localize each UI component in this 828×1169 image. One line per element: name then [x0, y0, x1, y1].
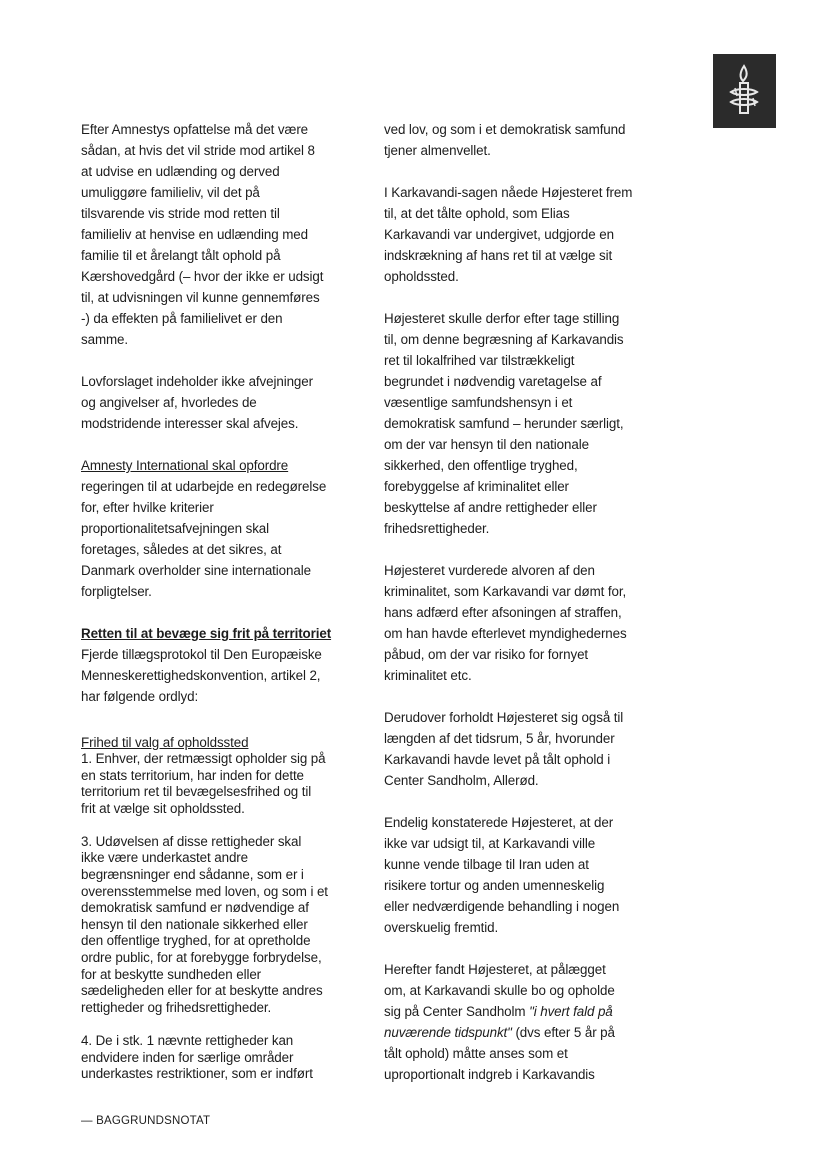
text-line: indskrækning af hans ret til at vælge sit	[384, 248, 613, 263]
text-line: væsentlige samfundshensyn i et	[384, 395, 573, 410]
section-movement	[81, 623, 343, 707]
paragraph-continuation	[384, 119, 648, 161]
text-line: Karkavandi var undergivet, udgjorde en	[384, 227, 614, 242]
text-line: familie til et årelangt tålt ophold på	[81, 248, 281, 263]
text-line: frihedsrettigheder.	[384, 521, 490, 536]
text-line: Menneskerettighedskonvention, artikel 2,	[81, 668, 321, 683]
text-line: Herefter fandt Højesteret, at pålægget	[384, 962, 606, 977]
text-line: har følgende ordlyd:	[81, 689, 199, 704]
text-line: umuliggøre familieliv, vil det på	[81, 185, 260, 200]
text-line: begrundet i nødvendig varetagelse af	[384, 374, 602, 389]
text-line: sikkerhed, den offentlige tryghed,	[384, 458, 578, 473]
text-line: 4. De i stk. 1 nævnte rettigheder kan	[81, 1032, 294, 1048]
text-line: ordre public, for at forebygge forbrydelse,	[81, 950, 322, 966]
text-line: sådan, at hvis det vil stride mod artikel 8	[81, 143, 315, 158]
text-line: risikere tortur og anden umenneskelig	[384, 878, 605, 893]
text-line: demokratisk samfund – herunder særligt,	[384, 416, 624, 431]
text-line: tålt ophold) måtte anses som et	[384, 1046, 568, 1061]
text-line: til, at udvisningen vil kunne gennemføres	[81, 290, 320, 305]
text-line: om der var hensyn til den nationale	[384, 437, 589, 452]
text-line: territorium ret til bevægelsesfrihed og til	[81, 784, 312, 800]
text-line: opholdssted.	[384, 269, 459, 284]
text-line: til, at det tålte ophold, som Elias	[384, 206, 570, 221]
text-line: for, efter hvilke kriterier	[81, 500, 214, 515]
left-column	[81, 119, 343, 1083]
text-line: Efter Amnestys opfattelse må det være	[81, 122, 309, 137]
text-line: længden af det tidsrum, 5 år, hvorunder	[384, 731, 615, 746]
quoted-article	[81, 734, 343, 1083]
italic-quote: "i hvert fald på	[529, 1004, 613, 1019]
text-line: proportionalitetsafvejningen skal	[81, 521, 270, 536]
text-line	[384, 1022, 648, 1043]
text-line: foretages, således at det sikres, at	[81, 542, 282, 557]
text-line: om, at Karkavandi skulle bo og opholde	[384, 983, 615, 998]
amnesty-logo	[713, 54, 776, 128]
text-line: -) da effekten på familielivet er den	[81, 311, 283, 326]
text-line: Danmark overholder sine internationale	[81, 563, 311, 578]
text-line: Karkavandi havde levet på tålt ophold i	[384, 752, 611, 767]
text-line: forpligtelser.	[81, 584, 152, 599]
footer-label: — BAGGRUNDSNOTAT	[81, 1115, 211, 1127]
text-line: frit at vælge sit opholdssted.	[81, 800, 245, 816]
text-line: ret til lokalfrihed var tilstrækkeligt	[384, 353, 575, 368]
text-line: hans adfærd efter afsoningen af straffen,	[384, 605, 622, 620]
text-line: Højesteret skulle derfor efter tage stilling	[384, 311, 620, 326]
italic-quote: nuværende tidspunkt"	[384, 1025, 512, 1040]
text-line: kriminalitet etc.	[384, 668, 472, 683]
section-heading: Retten til at bevæge sig frit på territoriet	[81, 626, 332, 641]
text-line: demokratisk samfund er nødvendige af	[81, 900, 309, 916]
text-line: eller nedværdigende behandling i nogen	[384, 899, 620, 914]
paragraph-art8	[81, 119, 343, 350]
text-line: om han havde efterlevet myndighedernes	[384, 626, 627, 641]
paragraph-recommendation	[81, 455, 343, 602]
text-line: for at beskytte sundheden eller	[81, 966, 262, 982]
text-line: uproportionalt indgreb i Karkavandis	[384, 1067, 595, 1082]
text-line: familieliv at henvise en udlænding med	[81, 227, 308, 242]
text-line: at udvise en udlænding og derved	[81, 164, 280, 179]
text-line: modstridende interesser skal afvejes.	[81, 416, 299, 431]
paragraph-return-risk	[384, 812, 648, 938]
paragraph-assessment	[384, 308, 648, 539]
text-line: Fjerde tillægsprotokol til Den Europæiske	[81, 647, 322, 662]
paragraph-lovforslag	[81, 371, 343, 434]
text-line: kunne vende tilbage til Iran uden at	[384, 857, 589, 872]
text-line: Derudover forholdt Højesteret sig også til	[384, 710, 624, 725]
text-span: (dvs efter 5 år på	[511, 1025, 615, 1040]
text-line: 3. Udøvelsen af disse rettigheder skal	[81, 833, 302, 849]
text-line: overskuelig fremtid.	[384, 920, 499, 935]
text-line: endvidere inden for særlige områder	[81, 1049, 294, 1065]
text-line: kriminalitet, som Karkavandi var dømt for,	[384, 584, 627, 599]
text-line: til, om denne begræsning af Karkavandis	[384, 332, 624, 347]
text-line: ikke være underkastet andre	[81, 850, 249, 866]
text-line: den offentlige tryghed, for at opretholde	[81, 933, 311, 949]
text-line: påbud, om der var risiko for fornyet	[384, 647, 589, 662]
text-span: sig på Center Sandholm	[384, 1004, 530, 1019]
text-line: underkastes restriktioner, som er indført	[81, 1066, 313, 1082]
text-line: Center Sandholm, Allerød.	[384, 773, 539, 788]
recommendation-lead: Amnesty International skal opfordre	[81, 458, 289, 473]
text-line: sædeligheden eller for at beskytte andres	[81, 983, 323, 999]
text-line: tilsvarende vis stride mod retten til	[81, 206, 280, 221]
text-line: tjener almenvellet.	[384, 143, 491, 158]
text-line: Lovforslaget indeholder ikke afvejninger	[81, 374, 313, 389]
paragraph-karkavandi-case	[384, 182, 648, 287]
text-line: I Karkavandi-sagen nåede Højesteret frem	[384, 185, 633, 200]
text-line: samme.	[81, 332, 129, 347]
text-line: Højesteret vurderede alvoren af den	[384, 563, 595, 578]
paragraph-severity	[384, 560, 648, 686]
text-line: hensyn til den nationale sikkerhed eller	[81, 916, 308, 932]
text-line: regeringen til at udarbejde en redegørelse	[81, 479, 327, 494]
paragraph-duration	[384, 707, 648, 791]
text-line: overensstemmelse med loven, og som i et	[81, 883, 328, 899]
amnesty-candle-icon	[713, 54, 776, 128]
text-line: rettigheder og frihedsrettigheder.	[81, 999, 272, 1015]
paragraph-conclusion	[384, 959, 648, 1085]
text-line: og angivelser af, hvorledes de	[81, 395, 257, 410]
text-line: forebyggelse af kriminalitet eller	[384, 479, 569, 494]
text-line: Kærshovedgård (– hvor der ikke er udsigt	[81, 269, 324, 284]
text-line: begrænsninger end sådanne, som er i	[81, 867, 304, 883]
text-line: 1. Enhver, der retmæssigt opholder sig på	[81, 751, 326, 766]
right-column	[384, 119, 648, 1085]
text-line: Endelig konstaterede Højesteret, at der	[384, 815, 614, 830]
text-line: beskyttelse af andre rettigheder eller	[384, 500, 597, 515]
quote-heading: Frihed til valg af opholdssted	[81, 735, 249, 750]
text-line	[384, 1001, 648, 1022]
text-line: en stats territorium, har inden for dette	[81, 767, 304, 783]
text-line: ved lov, og som i et demokratisk samfund	[384, 122, 626, 137]
text-line: ikke var udsigt til, at Karkavandi ville	[384, 836, 596, 851]
